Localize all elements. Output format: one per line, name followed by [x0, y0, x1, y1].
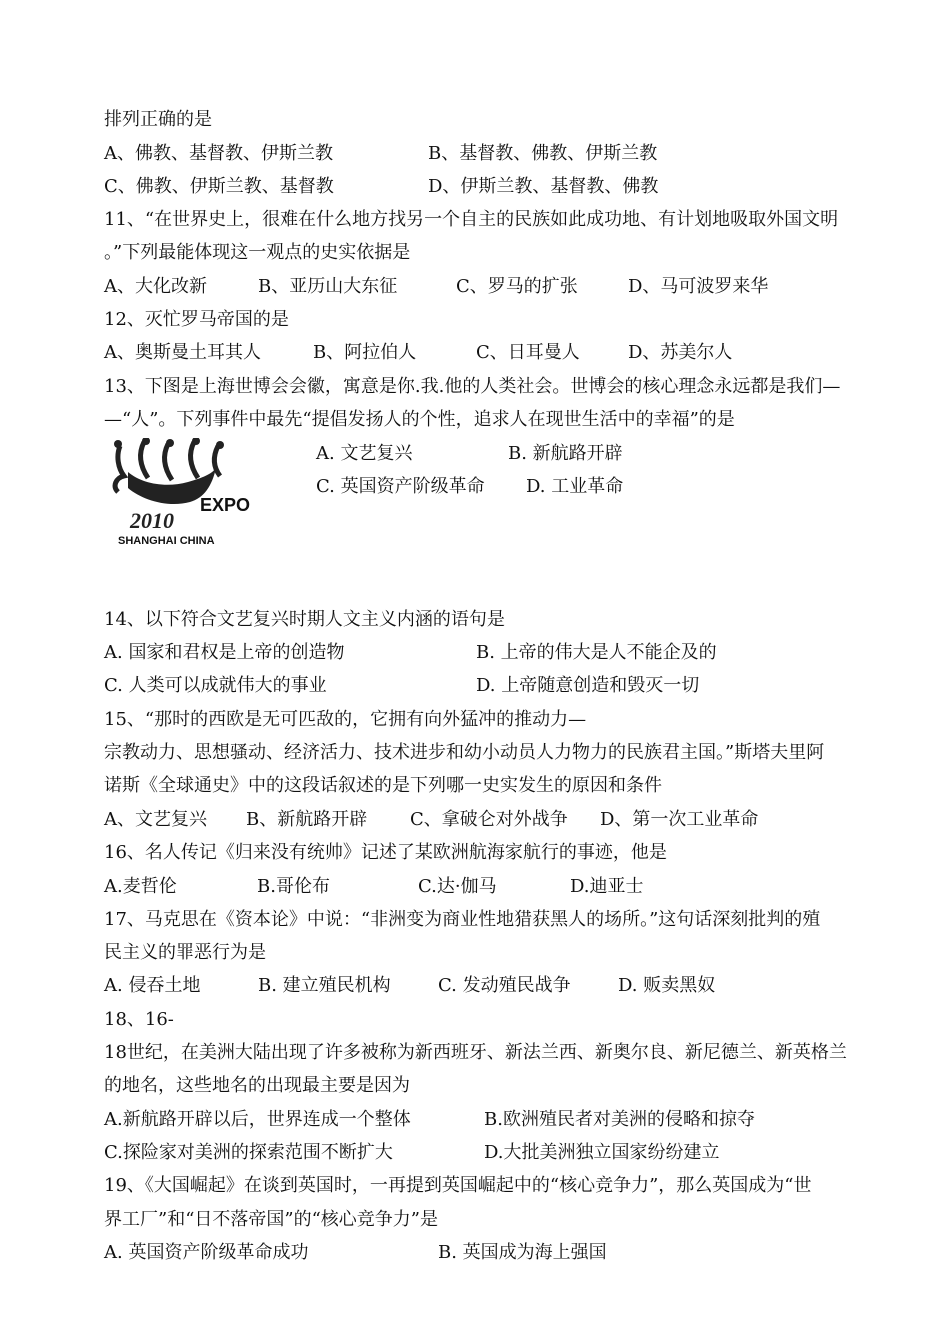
question-text: 16、名人传记《归来没有统帅》记述了某欧洲航海家航行的事迹，他是: [104, 842, 667, 863]
option-c: C、日耳曼人: [476, 342, 580, 363]
option-b: B. 英国成为海上强国: [438, 1242, 607, 1263]
logo-year-text: 2010: [130, 508, 174, 533]
option-d: D、马可波罗来华: [628, 276, 769, 297]
question-text: 。”下列最能体现这一观点的史实依据是: [104, 242, 411, 263]
option-c: C.达·伽马: [418, 876, 497, 897]
expo-2010-logo: [108, 438, 298, 548]
question-text: 排列正确的是: [104, 109, 212, 130]
question-text: 诺斯《全球通史》中的这段话叙述的是下列哪一史实发生的原因和条件: [104, 775, 662, 796]
option-b: B、基督教、佛教、伊斯兰教: [428, 143, 658, 164]
option-a: A.新航路开辟以后，世界连成一个整体: [104, 1109, 411, 1130]
option-a: A. 文艺复兴: [316, 443, 413, 464]
option-c: C. 发动殖民战争: [438, 975, 571, 996]
option-d: D.大批美洲独立国家纷纷建立: [484, 1142, 720, 1163]
option-a: A、奥斯曼土耳其人: [104, 342, 261, 363]
option-d: D. 工业革命: [526, 476, 624, 497]
question-text: 的地名，这些地名的出现最主要是因为: [104, 1075, 410, 1096]
option-d: D. 上帝随意创造和毁灭一切: [476, 675, 700, 696]
option-a: A. 英国资产阶级革命成功: [104, 1242, 309, 1263]
question-text: 界工厂”和“日不落帝国”的“核心竞争力”是: [104, 1209, 439, 1230]
question-text: 宗教动力、思想骚动、经济活力、技术进步和幼小动员人力物力的民族君主国。”斯塔夫里阿: [104, 742, 825, 763]
option-a: A、佛教、基督教、伊斯兰教: [104, 143, 333, 164]
option-d: D.迪亚士: [570, 876, 644, 897]
option-b: B.欧洲殖民者对美洲的侵略和掠夺: [484, 1109, 755, 1130]
option-a: A、大化改新: [104, 276, 207, 297]
logo-location-text: SHANGHAI CHINA: [118, 535, 215, 547]
option-b: B.哥伦布: [257, 876, 330, 897]
question-text: 18世纪，在美洲大陆出现了许多被称为新西班牙、新法兰西、新奥尔良、新尼德兰、新英格兰: [104, 1042, 847, 1063]
question-text: —“人”。下列事件中最先“提倡发扬人的个性，追求人在现世生活中的幸福”的是: [104, 409, 735, 430]
option-c: C、佛教、伊斯兰教、基督教: [104, 176, 334, 197]
option-a: A、文艺复兴: [104, 809, 207, 830]
option-d: D、第一次工业革命: [600, 809, 759, 830]
question-text: 13、下图是上海世博会会徽，寓意是你.我.他的人类社会。世博会的核心理念永远都是我们—: [104, 376, 841, 397]
question-text: 15、“那时的西欧是无可匹敌的，它拥有向外猛冲的推动力—: [104, 709, 587, 730]
logo-expo-text: EXPO: [200, 495, 251, 515]
option-a: A. 国家和君权是上帝的创造物: [104, 642, 345, 663]
option-c: C.探险家对美洲的探索范围不断扩大: [104, 1142, 393, 1163]
option-c: C、拿破仑对外战争: [410, 809, 568, 830]
option-d: D、伊斯兰教、基督教、佛教: [428, 176, 659, 197]
option-b: B、新航路开辟: [246, 809, 368, 830]
option-c: C. 人类可以成就伟大的事业: [104, 675, 327, 696]
option-b: B、亚历山大东征: [258, 276, 398, 297]
question-text: 民主义的罪恶行为是: [104, 942, 266, 963]
question-text: 14、以下符合文艺复兴时期人文主义内涵的语句是: [104, 609, 505, 630]
option-b: B. 上帝的伟大是人不能企及的: [476, 642, 717, 663]
option-a: A.麦哲伦: [104, 876, 177, 897]
option-c: C、罗马的扩张: [456, 276, 578, 297]
question-text: 11、“在世界史上，很难在什么地方找另一个自主的民族如此成功地、有计划地吸取外国文明: [104, 209, 839, 230]
question-text: 18、16-: [104, 1009, 174, 1030]
question-text: 12、灭忙罗马帝国的是: [104, 309, 289, 330]
option-a: A. 侵吞土地: [104, 975, 201, 996]
option-b: B. 建立殖民机构: [258, 975, 391, 996]
option-b: B、阿拉伯人: [313, 342, 417, 363]
question-text: 19、《大国崛起》在谈到英国时，一再提到英国崛起中的“核心竞争力”，那么英国成为“世: [104, 1175, 812, 1196]
option-c: C. 英国资产阶级革命: [316, 476, 485, 497]
option-d: D. 贩卖黑奴: [618, 975, 716, 996]
question-text: 17、马克思在《资本论》中说：“非洲变为商业性地猎获黑人的场所。”这句话深刻批判的殖: [104, 909, 821, 930]
option-d: D、苏美尔人: [628, 342, 733, 363]
option-b: B. 新航路开辟: [508, 443, 623, 464]
